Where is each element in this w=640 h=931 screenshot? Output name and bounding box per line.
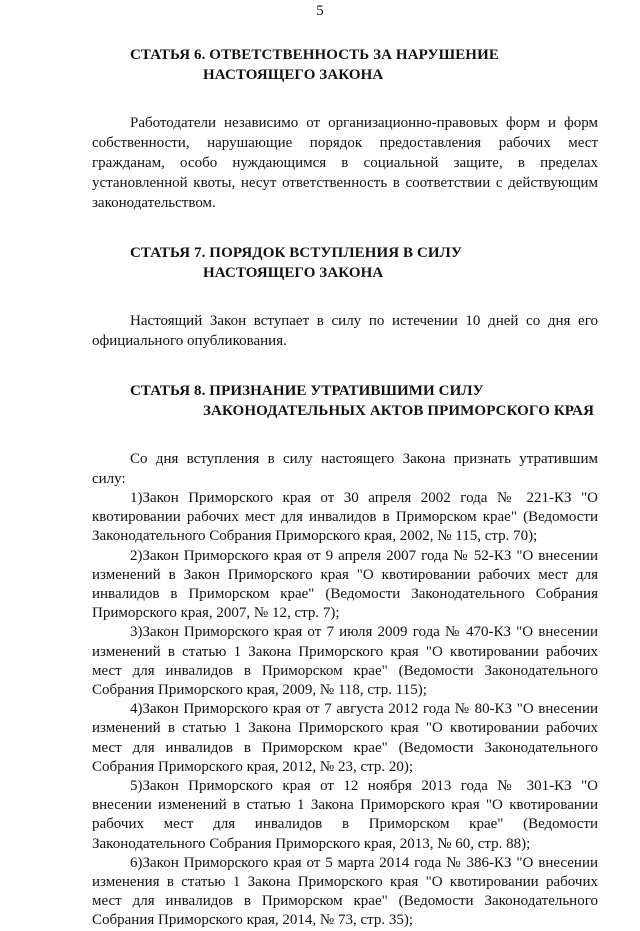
article-7-heading-line1: СТАТЬЯ 7. ПОРЯДОК ВСТУПЛЕНИЯ В СИЛУ [130,245,463,261]
article-6-heading [92,45,598,85]
article-8-heading [92,381,598,421]
repealed-acts-list [92,489,598,931]
list-item: 6)Закон Приморского края от 5 марта 2014 года № 386-КЗ "О внесении изменения в статью 1 Закона Приморского края "О квотировании рабочих мест для инвалидов в Приморском крае" (Ведомости Законодательного Собрания Приморского края, 2014, № 73, стр. 35); [92,854,598,929]
article-7-heading [92,243,598,283]
page-number: 5 [316,3,324,19]
article-8-heading-line2: ЗАКОНОДАТЕЛЬНЫХ АКТОВ ПРИМОРСКОГО КРАЯ [203,403,595,419]
article-6-paragraph: Работодатели независимо от организационно-правовых форм и форм собственности, нарушающие порядок предоставления рабочих мест гражданам, особо нуждающимся в социальной защите, в пределах установленной квоты, несут ответственность в соответствии с действующим законодательством. [92,115,598,211]
article-7-heading-line2: НАСТОЯЩЕГО ЗАКОНА [203,265,384,281]
article-7-paragraph: Настоящий Закон вступает в силу по истечении 10 дней со дня его официального опубликования. [92,313,598,349]
document-content [92,45,598,931]
article-6-heading-line2: НАСТОЯЩЕГО ЗАКОНА [203,67,384,83]
article-6-heading-line1: СТАТЬЯ 6. ОТВЕТСТВЕННОСТЬ ЗА НАРУШЕНИЕ [130,47,499,63]
article-8-heading-line1: СТАТЬЯ 8. ПРИЗНАНИЕ УТРАТИВШИМИ СИЛУ [130,383,484,399]
list-item: 1)Закон Приморского края от 30 апреля 2002 года № 221-КЗ "О квотировании рабочих мест для инвалидов в Приморском крае" (Ведомости Законодательного Собрания Приморского края, 2002, № 115, стр. 70); [92,490,598,545]
list-item: 4)Закон Приморского края от 7 августа 2012 года № 80-КЗ "О внесении изменений в статью 1 Закона Приморского края "О квотировании рабочих мест для инвалидов в Приморском крае" (Ведомости Законодательного Собрания Приморского края, 2012, № 23, стр. 20); [92,701,598,775]
article-8-paragraph: Со дня вступления в силу настоящего Закона признать утратившим силу: [92,451,598,487]
list-item: 3)Закон Приморского края от 7 июля 2009 года № 470-КЗ "О внесении изменений в статью 1 Закона Приморского края "О квотировании рабочих мест для инвалидов в Приморском крае" (Ведомости Законодательного Собрания Приморского края, 2009, № 118, стр. 115); [92,624,598,699]
list-item: 2)Закон Приморского края от 9 апреля 2007 года № 52-КЗ "О внесении изменений в Закон Приморского края "О квотировании рабочих мест для инвалидов в Приморском крае" (Ведомости Законодательного Собрания Приморского края, 2007, № 12, стр. 7); [92,547,598,622]
list-item: 5)Закон Приморского края от 12 ноября 2013 года № 301-КЗ "О внесении изменений в статью 1 Закона Приморского края "О квотировании рабочих мест для инвалидов в Приморском крае" (Ведомости Законодательного Собрания Приморского края, 2013, № 60, стр. 88); [92,778,598,852]
